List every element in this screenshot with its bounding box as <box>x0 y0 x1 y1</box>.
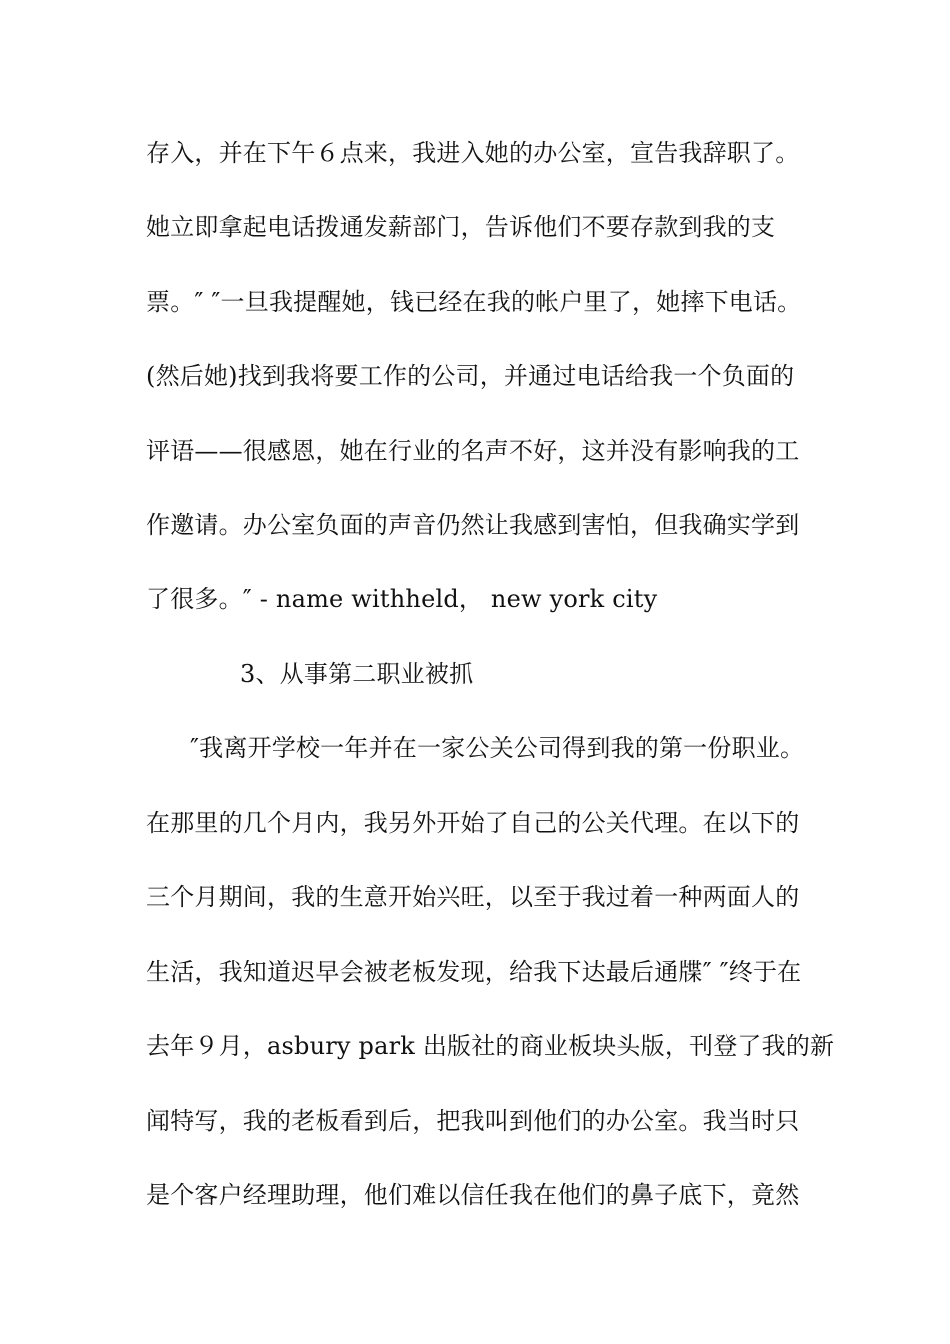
paragraph-line: 生活，我知道迟早会被老板发现，给我下达最后通牒″ ″终于在 <box>146 958 802 986</box>
paragraph-line: 存入，并在下午６点来，我进入她的办公室，宣告我辞职了。 <box>146 139 800 167</box>
paragraph-line: 票。″ ″一旦我提醒她，钱已经在我的帐户里了，她摔下电话。 <box>146 288 802 316</box>
paragraph-line: 在那里的几个月内，我另外开始了自己的公关代理。在以下的 <box>146 809 800 837</box>
paragraph-line: 闻特写，我的老板看到后，把我叫到他们的办公室。我当时只 <box>146 1107 800 1135</box>
paragraph-line: 去年９月，asbury park 出版社的商业板块头版，刊登了我的新 <box>146 1032 835 1060</box>
paragraph-line: 了很多。″ - name withheld， new york city <box>146 585 658 613</box>
paragraph-line: 评语——很感恩，她在行业的名声不好，这并没有影响我的工 <box>146 437 800 465</box>
paragraph-line: 三个月期间，我的生意开始兴旺，以至于我过着一种两面人的 <box>146 883 800 911</box>
paragraph-line: ″我离开学校一年并在一家公关公司得到我的第一份职业。 <box>190 734 805 762</box>
paragraph-line: (然后她)找到我将要工作的公司，并通过电话给我一个负面的 <box>146 362 795 390</box>
section-heading: 3、从事第二职业被抓 <box>240 660 474 688</box>
paragraph-line: 她立即拿起电话拨通发薪部门，告诉他们不要存款到我的支 <box>146 213 776 241</box>
paragraph-line: 作邀请。办公室负面的声音仍然让我感到害怕，但我确实学到 <box>146 511 800 539</box>
paragraph-line: 是个客户经理助理，他们难以信任我在他们的鼻子底下，竟然 <box>146 1181 800 1209</box>
